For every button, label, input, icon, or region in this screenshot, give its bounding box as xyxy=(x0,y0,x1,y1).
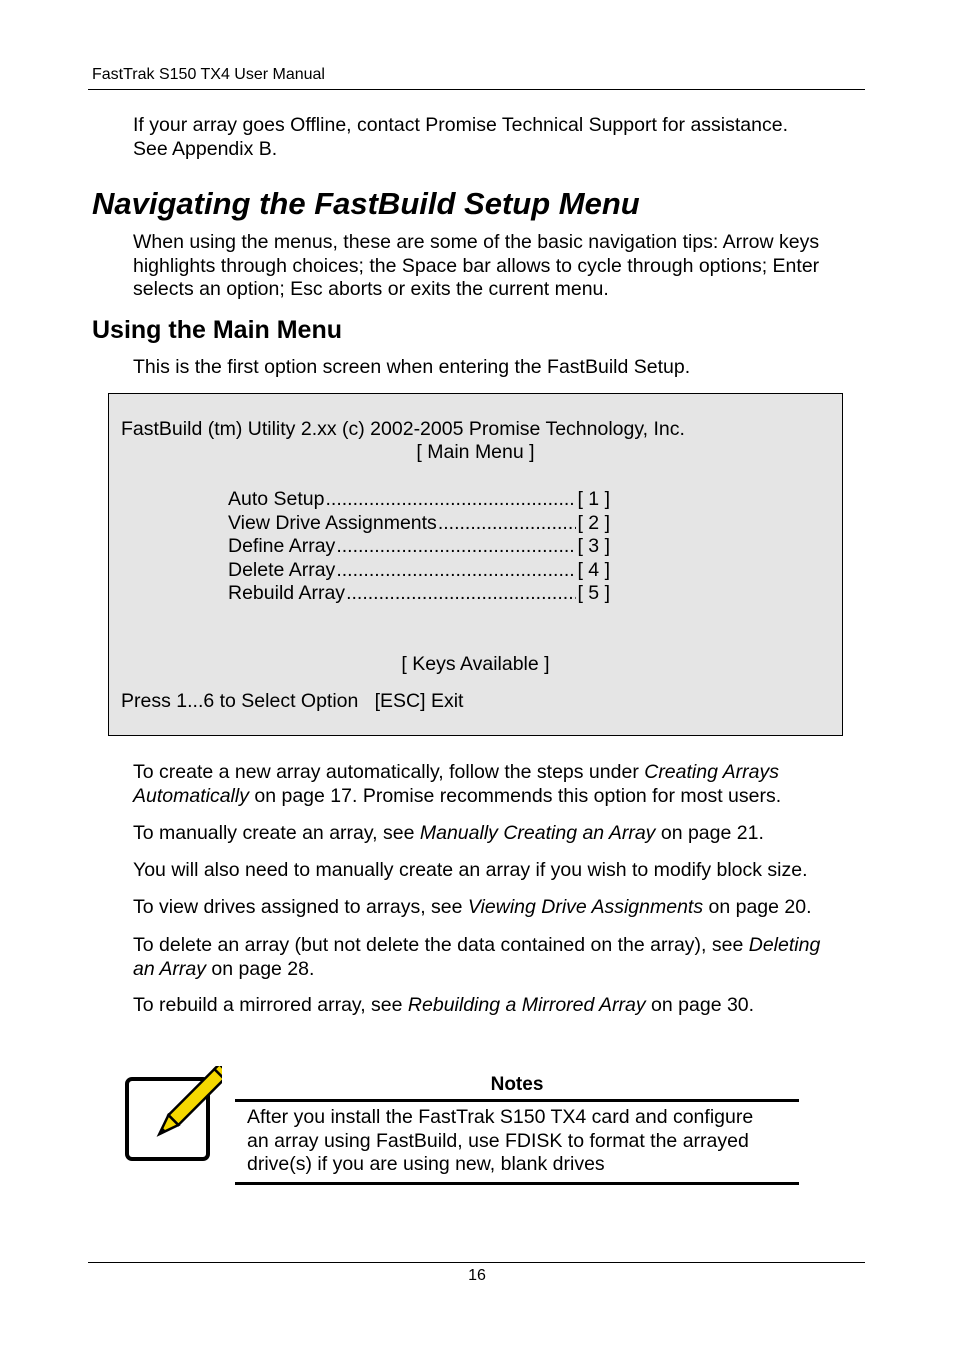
notes-line: drive(s) if you are using new, blank drives xyxy=(247,1153,605,1175)
notes-line: an array using FastBuild, use FDISK to format the arrayed xyxy=(247,1129,749,1152)
text: To view drives assigned to arrays, see xyxy=(133,896,468,918)
subsection-intro: This is the first option screen when entering the FastBuild Setup. xyxy=(133,356,691,378)
leader-dots xyxy=(336,535,576,559)
text: To manually create an array, see xyxy=(133,822,420,844)
text: To delete an array (but not delete the data contained on the array), see xyxy=(133,934,749,956)
text: on page 21. xyxy=(655,822,764,844)
navigation-tips-paragraph xyxy=(133,231,819,302)
cross-reference: Rebuilding a Mirrored Array xyxy=(407,994,646,1016)
cross-reference: Viewing Drive Assignments xyxy=(467,896,704,918)
menu-item-define-array xyxy=(228,535,610,559)
intro-line: See Appendix B. xyxy=(133,137,278,160)
menu-item-label: View Drive Assignments xyxy=(228,512,437,534)
intro-paragraph xyxy=(133,114,788,161)
menu-item-label: Auto Setup xyxy=(228,488,325,510)
text: To rebuild a mirrored array, see xyxy=(133,994,408,1016)
running-header: FastTrak S150 TX4 User Manual xyxy=(92,66,325,83)
menu-item-view-drive-assignments xyxy=(228,512,610,536)
body-paragraph xyxy=(133,934,863,981)
text: on page 30. xyxy=(645,994,755,1016)
text: To create a new array automatically, follow the steps under xyxy=(133,761,645,783)
subsection-title: Using the Main Menu xyxy=(92,316,342,344)
cross-reference: Automatically xyxy=(133,784,249,807)
section-title: Navigating the FastBuild Setup Menu xyxy=(92,186,640,221)
cross-reference: Creating Arrays xyxy=(644,761,779,783)
menu-item-delete-array xyxy=(228,559,610,583)
body-paragraph xyxy=(133,896,812,920)
body-paragraph xyxy=(133,822,764,846)
leader-dots xyxy=(326,488,577,512)
text: on page 17. Promise recommends this option for most users. xyxy=(248,784,782,807)
menu-item-label: Delete Array xyxy=(228,559,336,581)
notes-title: Notes xyxy=(490,1074,544,1095)
menu-item-auto-setup xyxy=(228,488,610,512)
menu-item-key: [ 3 ] xyxy=(577,535,610,557)
main-menu-title: [ Main Menu ] xyxy=(416,441,535,463)
leader-dots xyxy=(336,559,576,583)
leader-dots xyxy=(346,582,576,606)
page-number: 16 xyxy=(468,1267,486,1284)
header-divider xyxy=(88,89,865,90)
notes-top-rule xyxy=(235,1099,799,1102)
footer-divider xyxy=(88,1262,865,1263)
body-paragraph xyxy=(133,994,754,1018)
menu-item-label: Define Array xyxy=(228,535,336,557)
cross-reference: an Array xyxy=(133,957,206,980)
paragraph-line: When using the menus, these are some of the basic navigation tips: Arrow keys xyxy=(133,231,820,253)
menu-item-key: [ 5 ] xyxy=(577,582,610,604)
menu-item-key: [ 4 ] xyxy=(577,559,610,581)
body-paragraph xyxy=(133,761,863,808)
keys-instructions: Press 1...6 to Select Option [ESC] Exit xyxy=(121,690,464,712)
notes-line: After you install the FastTrak S150 TX4 card and configure xyxy=(247,1106,754,1128)
keys-available-title: [ Keys Available ] xyxy=(401,653,550,675)
pencil-note-icon xyxy=(122,1066,222,1166)
cross-reference: Deleting xyxy=(748,934,821,956)
menu-item-rebuild-array xyxy=(228,582,610,606)
intro-line: If your array goes Offline, contact Promise Technical Support for assistance. xyxy=(133,114,789,136)
menu-item-key: [ 2 ] xyxy=(577,512,610,534)
text: on page 28. xyxy=(205,957,315,980)
paragraph-line: highlights through choices; the Space bar allows to cycle through options; Enter xyxy=(133,254,820,277)
leader-dots xyxy=(438,512,577,536)
paragraph-line: selects an option; Esc aborts or exits the current menu. xyxy=(133,278,609,300)
fastbuild-main-menu-screen xyxy=(108,393,843,736)
notes-bottom-rule xyxy=(235,1182,799,1185)
body-paragraph xyxy=(133,859,808,883)
cross-reference: Manually Creating an Array xyxy=(419,822,656,844)
text: You will also need to manually create an array if you wish to modify block size. xyxy=(133,859,808,881)
text: on page 20. xyxy=(703,896,812,918)
menu-item-label: Rebuild Array xyxy=(228,582,346,604)
menu-item-key: [ 1 ] xyxy=(577,488,610,510)
screen-banner: FastBuild (tm) Utility 2.xx (c) 2002-2005 Promise Technology, Inc. xyxy=(121,418,685,440)
notes-body xyxy=(247,1106,797,1177)
